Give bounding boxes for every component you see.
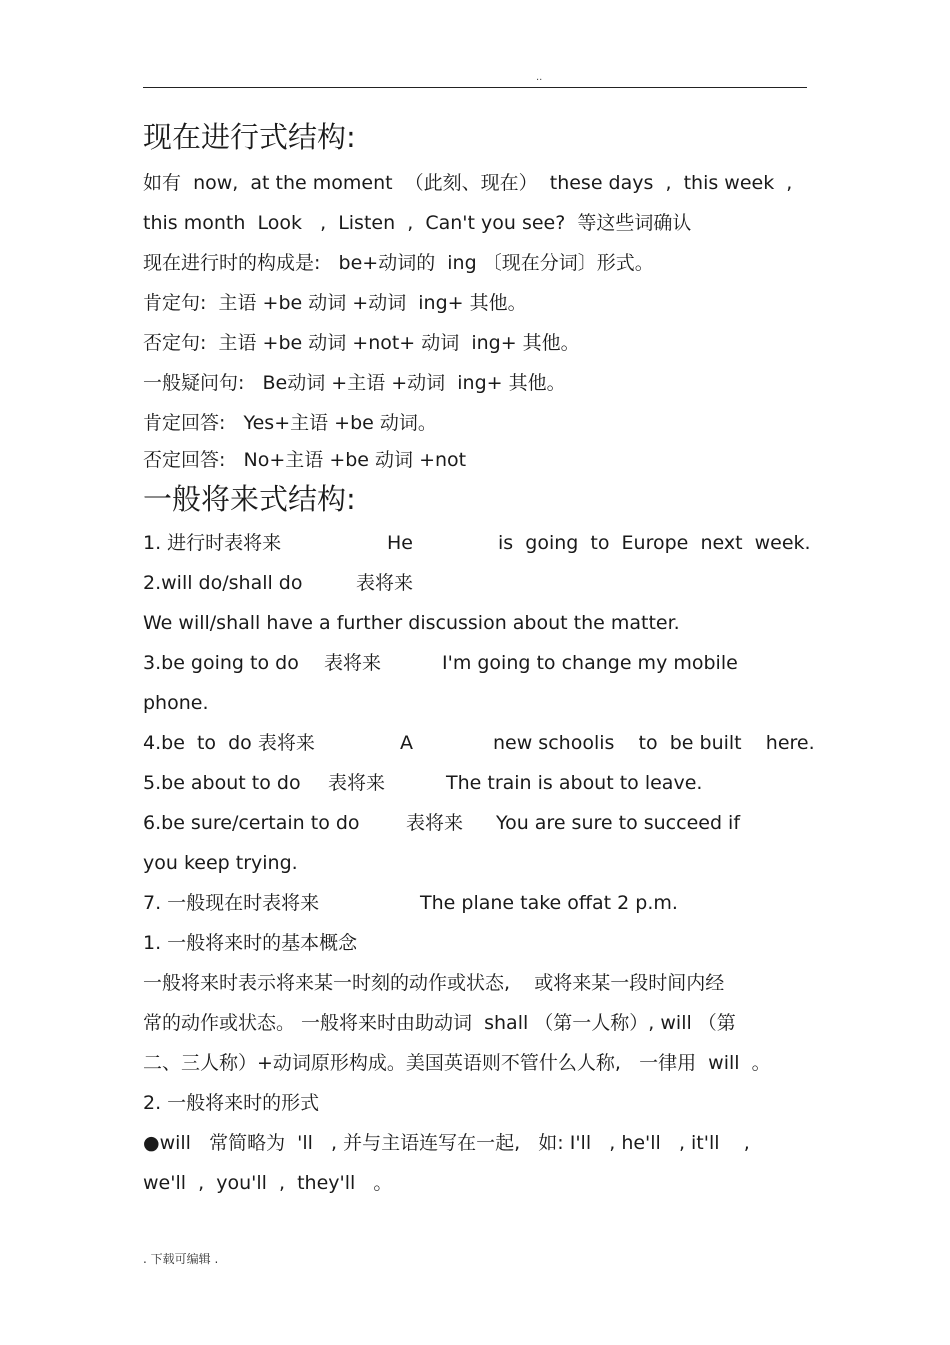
form-line2: we'll , you'll , they'll 。: [143, 1172, 393, 1194]
header-rule: [143, 87, 807, 88]
item1: [143, 523, 811, 563]
item1-label: 1. 进行时表将来: [143, 532, 282, 554]
item4-label: 4.be to do 表将来: [143, 732, 315, 754]
s1-line5: 否定句: 主语 +be 动词 +not+ 动词 ing+ 其他。: [143, 332, 580, 354]
item5: [143, 763, 807, 803]
item6-example: You are sure to succeed if: [496, 812, 741, 834]
item6: [143, 803, 807, 843]
item7-example: The plane take offat 2 p.m.: [420, 892, 678, 914]
item3-example: I'm going to change my mobile: [442, 652, 738, 674]
item3-label: 3.be going to do: [143, 652, 299, 674]
item3-zh: 表将来: [324, 652, 382, 674]
s1-line4: 肯定句: 主语 +be 动词 +动词 ing+ 其他。: [143, 292, 527, 314]
item2: [143, 563, 807, 603]
item4-word: A: [400, 732, 413, 754]
document-body: [143, 115, 815, 1203]
item7: [143, 883, 807, 923]
item3-cont: phone.: [143, 692, 209, 714]
item6-label: 6.be sure/certain to do: [143, 812, 360, 834]
s1-line7: 肯定回答: Yes+主语 +be 动词。: [143, 412, 437, 434]
item3: [143, 643, 807, 683]
item7-label: 7. 一般现在时表将来: [143, 892, 320, 914]
form-line1: ●will 常简略为 'll , 并与主语连写在一起, 如: I'll , he'll , it'll ,: [143, 1132, 750, 1154]
item4-rest: new schoolis to be built here.: [493, 732, 815, 754]
s1-line2: this month Look , Listen , Can't you see? 等这些词确认: [143, 212, 692, 234]
s1-line3: 现在进行时的构成是: be+动词的 ing 〔现在分词〕形式。: [143, 252, 654, 274]
item2-label: 2.will do/shall do: [143, 572, 303, 594]
item4: [143, 723, 815, 763]
section1-title: 现在进行式结构:: [143, 120, 356, 154]
concept-line2: 常的动作或状态。 一般将来时由助动词 shall （第一人称）, will （第: [143, 1012, 736, 1034]
header-mark: ..: [536, 72, 543, 83]
concept-title: 1. 一般将来时的基本概念: [143, 932, 358, 954]
item1-rest: is going to Europe next week.: [498, 532, 811, 554]
concept-line3: 二、三人称）+动词原形构成。美国英语则不管什么人称, 一律用 will 。: [143, 1052, 771, 1074]
item5-zh: 表将来: [328, 772, 386, 794]
item2-zh: 表将来: [356, 572, 414, 594]
s1-line1: 如有 now, at the moment （此刻、现在） these days , this week ,: [143, 172, 793, 194]
form-title: 2. 一般将来时的形式: [143, 1092, 320, 1114]
item6-cont: you keep trying.: [143, 852, 298, 874]
s1-line6: 一般疑问句: Be动词 +主语 +动词 ing+ 其他。: [143, 372, 566, 394]
footer-note: . 下载可编辑 .: [143, 1252, 219, 1266]
item5-example: The train is about to leave.: [446, 772, 703, 794]
s1-line8: 否定回答: No+主语 +be 动词 +not: [143, 449, 467, 471]
concept-line1: 一般将来时表示将来某一时刻的动作或状态, 或将来某一段时间内经: [143, 972, 725, 994]
item5-label: 5.be about to do: [143, 772, 301, 794]
item1-word: He: [387, 532, 413, 554]
item2-example: We will/shall have a further discussion about the matter.: [143, 612, 680, 634]
section2-title: 一般将来式结构:: [143, 482, 356, 516]
item6-zh: 表将来: [406, 812, 464, 834]
